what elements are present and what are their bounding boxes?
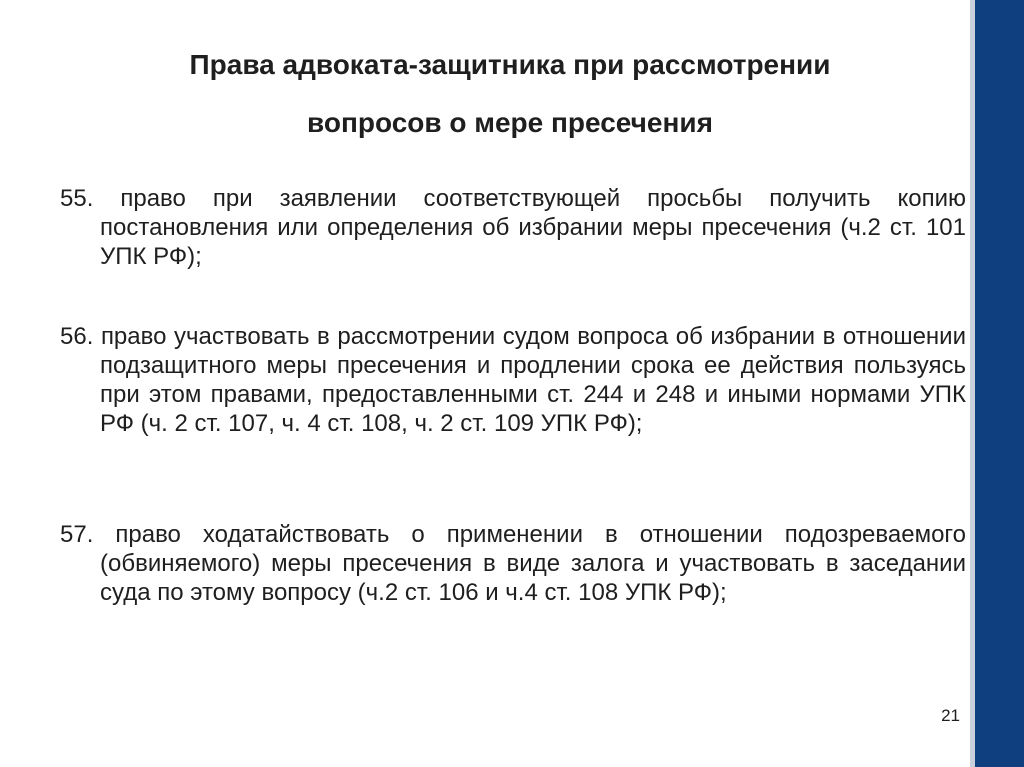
list-item-text: право при заявлении соответствующей просьбы получить копию постановления или определения об избрании меры пресечения (ч.2 ст. 101 УПК РФ); — [100, 185, 967, 270]
list-item-paragraph — [60, 322, 966, 438]
list-item-number: 55. — [60, 185, 94, 212]
slide-title-line-2: вопросов о мере пресечения — [307, 107, 713, 138]
side-stripe — [975, 0, 1024, 767]
list-item-number: 56. — [60, 323, 94, 350]
slide-title-line-1: Права адвоката-защитника при рассмотрении — [189, 49, 831, 80]
list-item-number: 57. — [60, 521, 94, 548]
slide-title — [60, 36, 960, 152]
list-item-text: право ходатайствовать о применении в отношении подозреваемого (обвиняемого) меры пресечения в виде залога и участвовать в заседании суда по этому вопросу (ч.2 ст. 106 и ч.4 ст. 108 УПК РФ); — [100, 521, 966, 606]
page-number: 21 — [941, 706, 960, 725]
list-item-text: право участвовать в рассмотрении судом вопроса об избрании в отношении подзащитного меры пресечения и продлении срока ее действия пользуясь при этом правами, предоставленными ст. 244 и 248 и иными нормами УПК РФ (ч. 2 ст. 107, ч. 4 ст. 108, ч. 2 ст. 109 УПК РФ); — [100, 323, 966, 437]
list-item-paragraph — [60, 520, 966, 607]
list-item-55 — [60, 184, 966, 271]
list-item-paragraph — [60, 184, 966, 271]
list-item-57 — [60, 520, 966, 607]
list-item-56 — [60, 322, 966, 438]
